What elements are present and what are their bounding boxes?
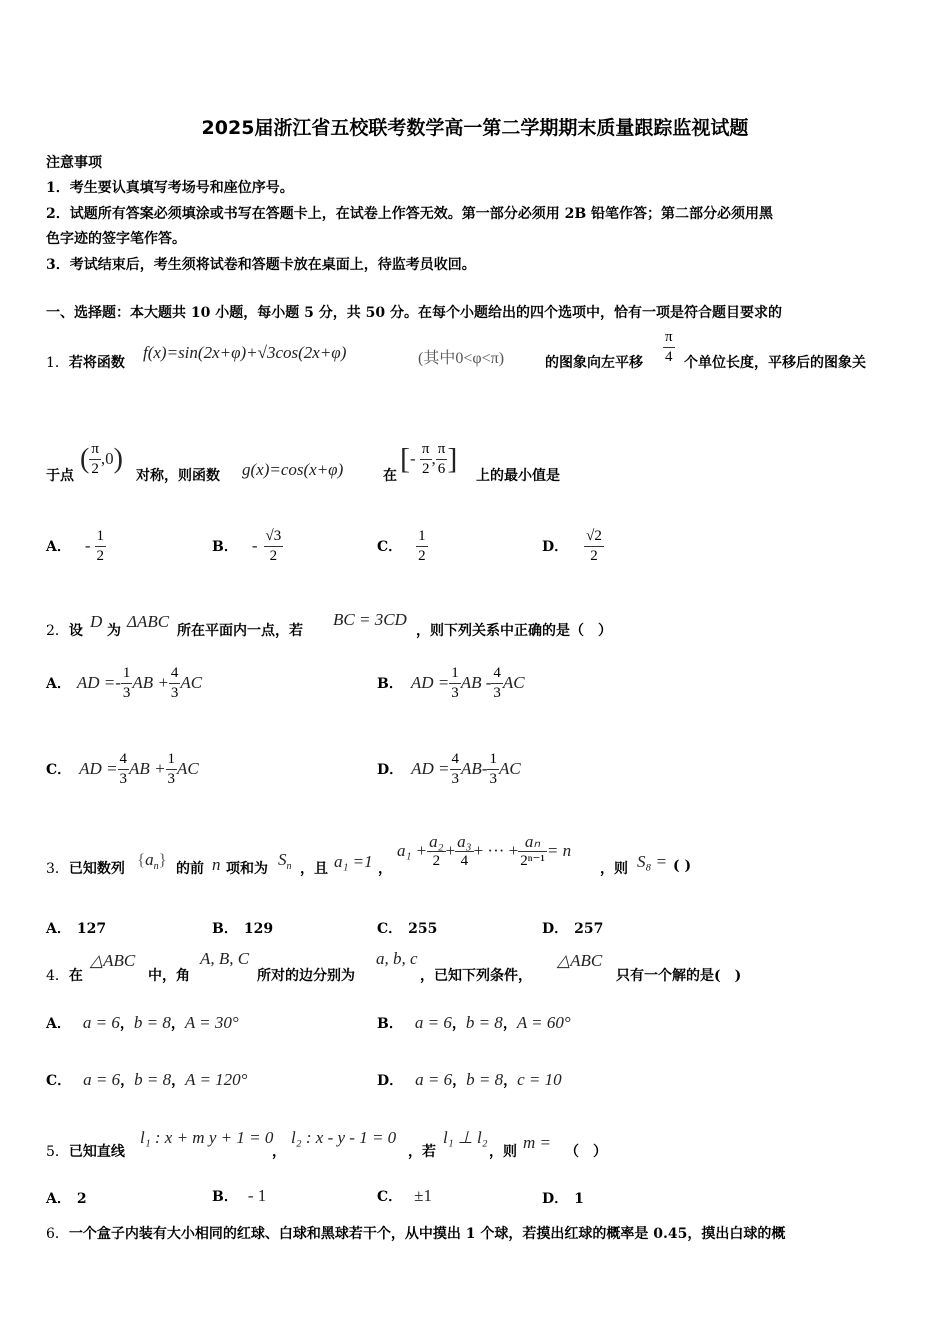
option-value: a = 6 (414, 1013, 452, 1032)
q3-line (46, 858, 125, 878)
q1-condition: (其中0<φ<π) (418, 350, 505, 367)
separator: ， (120, 1073, 135, 1089)
q5-option-a[interactable] (46, 1188, 87, 1208)
option-value: b = 8 (134, 1070, 172, 1089)
option-label: B． (212, 1189, 238, 1205)
fraction-numerator: 1 (121, 664, 133, 684)
fraction-denominator: 2 (421, 461, 430, 477)
fraction-numerator: 4 (491, 664, 503, 684)
q5-m: m = (523, 1133, 551, 1152)
q3-text: ， (378, 861, 392, 877)
option-label: C． (377, 921, 403, 937)
q3-n: n (212, 855, 221, 874)
option-label: D． (377, 762, 404, 778)
option-value: A = 120° (185, 1070, 248, 1089)
notice-item: 2．试题所有答案必须填涂或书写在答题卡上，在试卷上作答无效。第一部分必须用 2B 铅笔作答；第二部分必须用黑 (46, 206, 774, 222)
fraction-denominator: 2 (432, 853, 441, 869)
option-expr: AD = (410, 673, 450, 692)
q3-option-b[interactable] (212, 918, 273, 938)
q4-option-c[interactable] (46, 1070, 247, 1090)
fraction-numerator: 1 (449, 664, 461, 684)
q2-point: D (90, 612, 103, 631)
q3-text: ( ) (673, 858, 692, 874)
fraction-numerator: 4 (169, 664, 181, 684)
q4-text: 中，角 (148, 968, 190, 984)
fraction-denominator: 2 (418, 548, 426, 564)
option-label: C． (46, 1073, 72, 1089)
sum-expr: = n (546, 841, 572, 860)
separator: ， (503, 1073, 518, 1089)
option-value: a = 6 (83, 1070, 121, 1089)
q5-option-c[interactable] (377, 1186, 432, 1206)
option-value: 257 (574, 921, 604, 937)
q2-text: 为 (107, 623, 121, 639)
q1-option-a[interactable] (46, 527, 106, 566)
q3-text: 的前 (176, 861, 204, 877)
option-expr: AC (177, 759, 199, 778)
q6-line (46, 1223, 785, 1243)
q1-g-function: g(x)=cos(x+φ) (242, 460, 344, 479)
option-expr: AB + (132, 673, 169, 692)
separator: ， (171, 1073, 186, 1089)
option-label: D． (542, 539, 569, 555)
q2-text: 所在平面内一点，若 (177, 623, 303, 639)
point-y: ,0 (100, 449, 114, 468)
q1-text: 若将函数 (68, 355, 125, 371)
q1-interval: [- $\frac{\pi}{2}$ , $\frac{\pi}{6}$ ] (400, 441, 458, 477)
fraction-denominator: 3 (119, 771, 128, 787)
option-value: a = 6 (82, 1013, 120, 1032)
q3-option-d[interactable] (542, 918, 603, 938)
q4-text: ，已知下列条件， (420, 968, 532, 984)
q2-option-b[interactable] (377, 664, 525, 703)
fraction-numerator: √3 (264, 527, 284, 547)
option-label: C． (377, 539, 403, 555)
fraction-denominator: 4 (665, 349, 673, 365)
q5-perpendicular: l₁ ⊥ l₂ (443, 1128, 488, 1147)
option-value: - 1 (247, 1186, 267, 1205)
q3-s8: S₈ = (637, 852, 668, 871)
fraction-numerator: aₙ (518, 832, 547, 852)
option-label: B． (377, 1016, 403, 1032)
fraction-numerator: 1 (416, 527, 428, 547)
q4-option-b[interactable] (377, 1013, 571, 1033)
q4-option-d[interactable] (377, 1070, 562, 1090)
q5-text: 已知直线 (68, 1144, 125, 1160)
option-value: c = 10 (517, 1070, 562, 1089)
q3-number: 3． (46, 861, 69, 877)
q4-sides: a, b, c (376, 949, 418, 968)
option-value: 2 (76, 1191, 87, 1207)
fraction-numerator: 1 (166, 750, 178, 770)
sum-expr: a₁ + (397, 841, 428, 860)
q2-condition: BC = 3CD (333, 610, 407, 629)
fraction-denominator: 3 (122, 685, 131, 701)
q5-text: ，若 (408, 1144, 436, 1160)
notice-item: 3．考试结束后，考生须将试卷和答题卡放在桌面上，待监考员收回。 (46, 257, 476, 273)
q3-sum-symbol (278, 850, 292, 872)
fraction-denominator: 6 (437, 461, 446, 477)
q2-option-d[interactable] (377, 750, 521, 789)
q3-text: ，则 (600, 861, 628, 877)
q1-line1 (46, 352, 125, 372)
option-sign: - (84, 536, 91, 555)
sum-subscript: n (286, 861, 292, 873)
q3-text: 项和为 (226, 861, 268, 877)
fraction-numerator: a₂ (429, 832, 444, 851)
seq-subscript: n (153, 861, 159, 873)
q2-number: 2． (46, 623, 69, 639)
q4-triangle: △ABC (557, 951, 603, 970)
fraction-denominator: 4 (460, 853, 469, 869)
notice-item: 色字迹的签字笔作答。 (46, 231, 186, 247)
option-label: D． (542, 921, 569, 937)
option-value: 127 (76, 921, 107, 937)
seq-symbol: a (145, 850, 154, 869)
q1-text: 对称，则函数 (136, 468, 220, 484)
sum-symbol: S (278, 850, 287, 869)
q1-text: 在 (383, 468, 397, 484)
option-expr: AC (180, 673, 203, 692)
q5-line-l1: l₁ : x + m y + 1 = 0 (140, 1128, 274, 1147)
fraction-denominator: 3 (167, 771, 176, 787)
q1-text: 上的最小值是 (476, 468, 560, 484)
fraction-numerator: 4 (450, 750, 462, 770)
q1-option-d[interactable] (542, 527, 604, 566)
q3-sequence: $\{a_n\}$ (137, 850, 167, 873)
option-value: a = 6 (415, 1070, 453, 1089)
sum-expr: + ··· + (473, 841, 519, 860)
fraction-denominator: 2 (269, 548, 278, 564)
q2-option-a[interactable] (46, 664, 202, 703)
fraction-numerator: √2 (584, 527, 604, 547)
q4-text: 只有一个解的是( ) (616, 968, 742, 984)
separator: ， (452, 1073, 467, 1089)
q1-text: 的图象向左平移 (545, 355, 643, 371)
fraction-denominator: 3 (493, 685, 501, 701)
q5-option-d[interactable] (542, 1188, 584, 1208)
q4-text: 在 (68, 968, 83, 984)
option-expr: AB- (461, 759, 488, 778)
q4-number: 4． (46, 968, 69, 984)
q2-text: 设 (68, 623, 83, 639)
separator: ， (451, 1016, 466, 1032)
option-label: B． (377, 676, 403, 692)
option-value: 1 (574, 1191, 584, 1207)
fraction-denominator: 3 (170, 685, 179, 701)
fraction-denominator: 2 (96, 548, 105, 564)
option-label: A． (46, 676, 71, 692)
q5-line (46, 1141, 125, 1161)
q1-option-b[interactable] (212, 527, 283, 566)
fraction-denominator: 2 (91, 461, 99, 477)
option-expr: AD = (411, 759, 450, 778)
q3-option-c[interactable] (377, 918, 437, 938)
option-expr: AB - (460, 673, 492, 692)
fraction-denominator: 3 (451, 771, 460, 787)
separator: ， (502, 1016, 517, 1032)
fraction-denominator: 3 (489, 771, 497, 787)
q5-line-l2: l₂ : x - y - 1 = 0 (291, 1128, 397, 1147)
option-value: b = 8 (133, 1013, 171, 1032)
q1-shift-fraction (663, 328, 675, 367)
fraction-numerator: π (89, 440, 101, 460)
option-sign: - (251, 536, 258, 555)
q3-sum-expr (397, 832, 571, 871)
q1-text: 个单位长度，平移后的图象关 (684, 355, 866, 371)
option-label: A． (46, 921, 71, 937)
option-value: ±1 (414, 1186, 432, 1205)
sum-expr: + (445, 841, 456, 860)
page-title: 2025届浙江省五校联考数学高一第二学期期末质量跟踪监视试题 (201, 117, 749, 139)
option-expr: AB + (129, 759, 166, 778)
q2-text: ，则下列关系中正确的是（ ） (416, 623, 612, 639)
option-label: D． (542, 1191, 569, 1207)
notice-heading: 注意事项 (46, 155, 102, 171)
option-label: C． (377, 1189, 403, 1205)
option-value: A = 30° (184, 1013, 239, 1032)
q2-line (46, 620, 83, 640)
q4-option-a[interactable] (46, 1013, 239, 1033)
separator: ， (170, 1016, 185, 1032)
q1-option-c[interactable] (377, 527, 428, 566)
q1-point: ( $\frac{\pi}{2}$ ,0) (80, 441, 123, 477)
option-value: 129 (243, 921, 274, 937)
fraction-numerator: π (436, 440, 448, 460)
q5-option-b[interactable] (212, 1186, 266, 1206)
option-label: A． (46, 1016, 71, 1032)
notice-item: 1．考生要认真填写考场号和座位序号。 (46, 180, 294, 196)
q3-a1: a₁ =1 (334, 852, 373, 871)
fraction-numerator: 1 (95, 527, 107, 547)
option-value: 255 (408, 921, 438, 937)
fraction-numerator: 4 (118, 750, 130, 770)
q5-text: ，则 (489, 1144, 517, 1160)
q3-text: ，且 (300, 861, 328, 877)
fraction-denominator: 2ⁿ⁻¹ (520, 853, 545, 869)
fraction-numerator: π (663, 328, 675, 348)
q4-angles: A, B, C (200, 949, 250, 968)
q1-text: 于点 (46, 468, 74, 484)
q5-text: （ ） (565, 1144, 607, 1160)
q1-number: 1． (46, 355, 69, 371)
fraction-numerator: a₃ (457, 832, 472, 851)
option-label: A． (46, 539, 71, 555)
q6-text: 一个盒子内装有大小相同的红球、白球和黑球若干个，从中摸出 1 个球，若摸出红球的概率是 0.45，摸出白球的概 (68, 1226, 786, 1242)
option-expr: AC (498, 759, 521, 778)
q5-text: ， (272, 1144, 286, 1160)
q3-option-a[interactable] (46, 918, 106, 938)
q3-text: 已知数列 (68, 861, 125, 877)
option-value: b = 8 (466, 1070, 504, 1089)
fraction-denominator: 3 (451, 685, 459, 701)
q1-function: f(x)=sin(2x+φ)+√3cos(2x+φ) (143, 343, 347, 362)
option-label: D． (377, 1073, 404, 1089)
fraction-numerator: π (420, 440, 432, 460)
q4-triangle: △ABC (90, 951, 136, 970)
q2-option-c[interactable] (46, 750, 199, 789)
fraction-denominator: 2 (590, 548, 598, 564)
q6-number: 6． (46, 1226, 69, 1242)
q5-number: 5． (46, 1144, 69, 1160)
fraction-numerator: 1 (487, 750, 499, 770)
option-label: A． (46, 1191, 71, 1207)
option-label: C． (46, 762, 72, 778)
option-expr: AD =- (76, 673, 121, 692)
option-label: B． (212, 921, 238, 937)
section-heading: 一、选择题：本大题共 10 小题，每小题 5 分，共 50 分。在每个小题给出的四个选项中，恰有一项是符合题目要求的 (46, 305, 782, 321)
option-value: b = 8 (465, 1013, 503, 1032)
separator: ， (119, 1016, 134, 1032)
q4-text: 所对的边分别为 (257, 968, 355, 984)
option-label: B． (212, 539, 238, 555)
option-value: A = 60° (516, 1013, 571, 1032)
option-expr: AD = (79, 759, 118, 778)
option-expr: AC (502, 673, 525, 692)
q4-line (46, 965, 83, 985)
q2-triangle: ΔABC (127, 612, 170, 631)
